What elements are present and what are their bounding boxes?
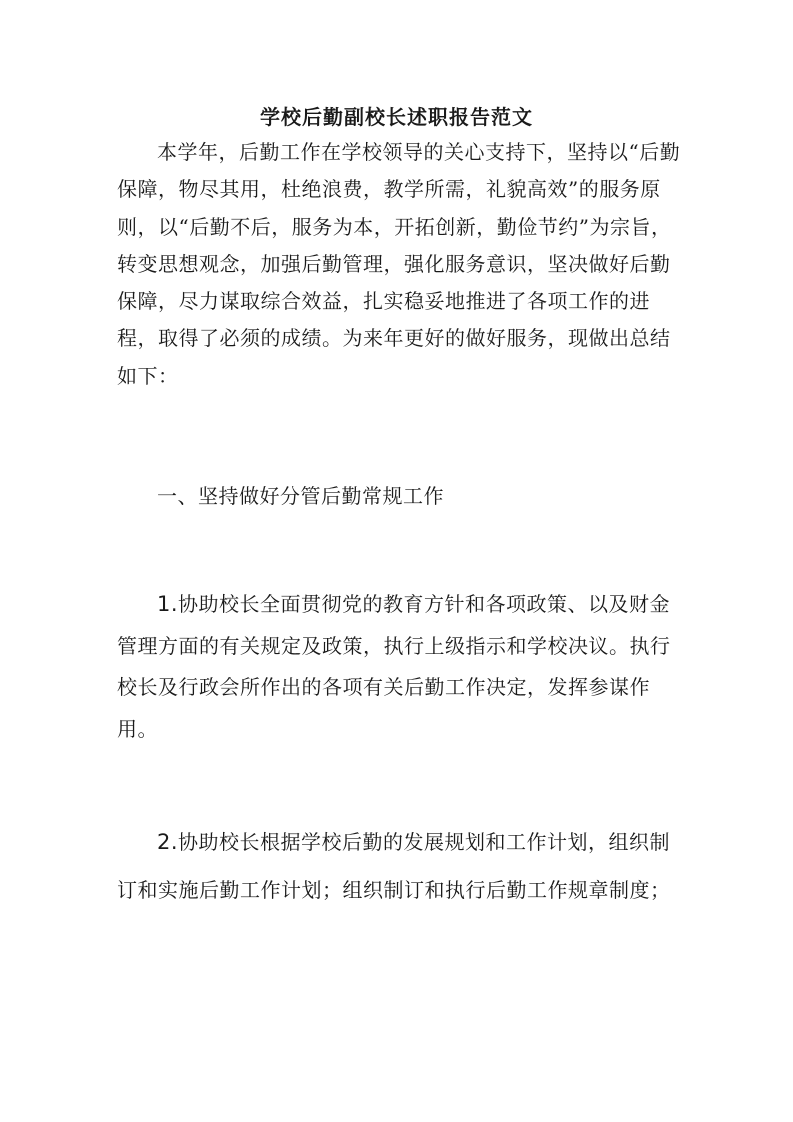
list-item-number: 1. xyxy=(157,592,179,616)
section-heading: 一、坚持做好分管后勤常规工作 xyxy=(157,484,444,508)
list-item-text: 协助校长全面贯彻党的教育方针和各项政策、以及财金管理方面的有关规定及政策，执行上级指示和学校决议。执行校长及行政会所作出的各项有关后勤工作决定，发挥参谋作用。 xyxy=(117,592,671,741)
list-item xyxy=(117,584,687,750)
list-item-text: 协助校长根据学校后勤的发展规划和工作计划，组织制订和实施后勤工作计划；组织制订和执行后勤工作规章制度； xyxy=(117,830,671,902)
document-title: 学校后勤副校长述职报告范文 xyxy=(260,105,533,129)
list-item xyxy=(117,818,687,914)
list-item-number: 2. xyxy=(157,830,179,854)
intro-paragraph: 本学年，后勤工作在学校领导的关心支持下，坚持以“后勤保障，物尽其用，杜绝浪费，教学所需，礼貌高效”的服务原则，以“后勤不后，服务为本，开拓创新，勤俭节约”为宗旨，转变思想观念，加强后勤管理，强化服务意识，坚决做好后勤保障，尽力谋取综合效益，扎实稳妥地推进了各项工作的进程，取得了必须的成绩。为来年更好的做好服务，现做出总结如下： xyxy=(117,140,681,388)
